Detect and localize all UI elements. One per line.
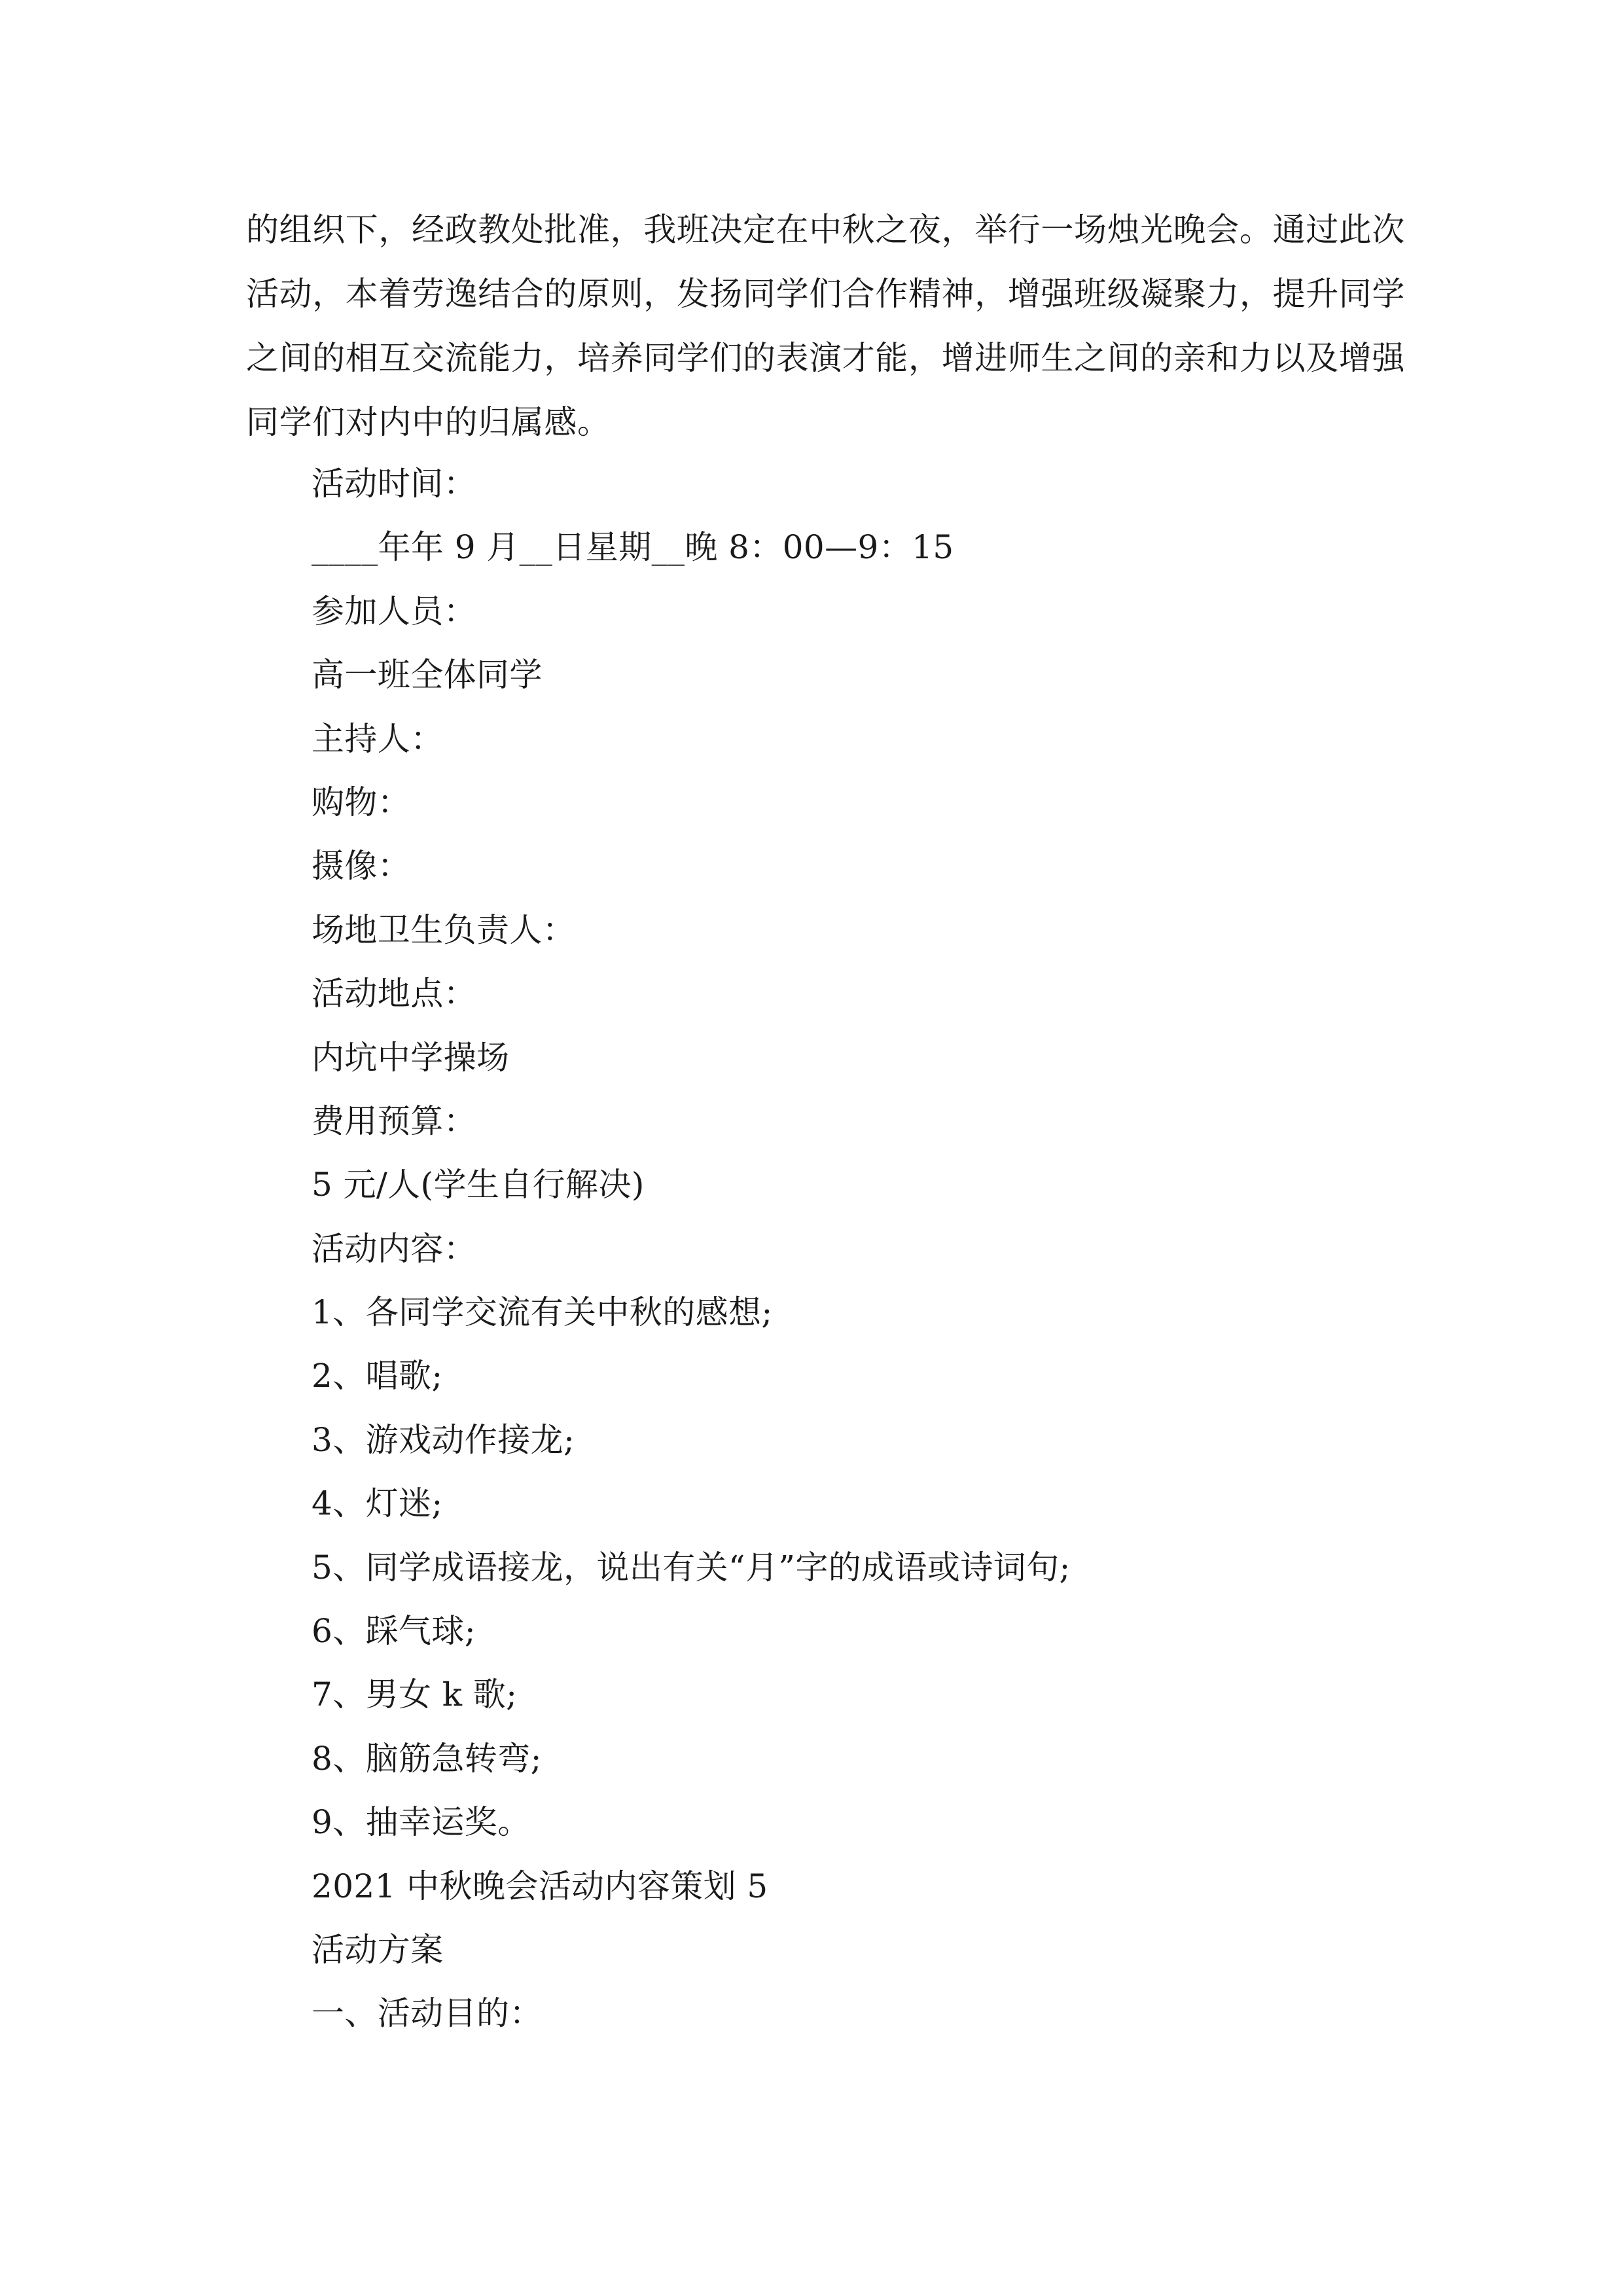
section-label-location: 活动地点：	[312, 975, 476, 1013]
section-label-time: 活动时间：	[312, 465, 476, 503]
location-value: 内坑中学操场	[312, 1038, 510, 1077]
cleaning-label: 场地卫生负责人：	[312, 910, 576, 949]
plan-heading: 活动方案	[312, 1930, 444, 1969]
content-list-item: 2、唱歌;	[312, 1357, 443, 1395]
content-list-item: 8、脑筋急转弯;	[312, 1739, 542, 1778]
time-value: ____年年 9 月__日星期__晚 8：00—9：15	[312, 528, 954, 567]
paragraph-line: 之间的相互交流能力，培养同学们的表演才能，增进师生之间的亲和力以及增强	[246, 339, 1405, 377]
section-label-budget: 费用预算：	[312, 1102, 476, 1140]
shopping-label: 购物：	[312, 783, 411, 821]
content-list-item: 3、游戏动作接龙;	[312, 1420, 575, 1459]
content-list-item: 5、同学成语接龙，说出有关“月”字的成语或诗词句;	[312, 1548, 1071, 1587]
activity-details	[312, 452, 1424, 2046]
content-list-item: 4、灯迷;	[312, 1484, 443, 1523]
photography-label: 摄像：	[312, 847, 411, 886]
content-list-item: 7、男女 k 歌;	[312, 1676, 518, 1714]
content-list-item: 6、踩气球;	[312, 1612, 476, 1651]
section-label-participants: 参加人员：	[312, 592, 476, 630]
content-list-item: 9、抽幸运奖。	[312, 1803, 531, 1842]
intro-paragraph	[246, 198, 1405, 454]
host-label: 主持人：	[312, 719, 444, 758]
paragraph-line: 同学们对内中的归属感。	[246, 403, 611, 441]
budget-value: 5 元/人(学生自行解决)	[312, 1166, 645, 1204]
section-label-content: 活动内容：	[312, 1229, 476, 1268]
participants-value: 高一班全体同学	[312, 656, 543, 694]
paragraph-line: 的组织下，经政教处批准，我班决定在中秋之夜，举行一场烛光晚会。通过此次	[246, 211, 1405, 249]
content-list-item: 1、各同学交流有关中秋的感想;	[312, 1293, 773, 1332]
paragraph-line: 活动，本着劳逸结合的原则，发扬同学们合作精神，增强班级凝聚力，提升同学	[246, 275, 1405, 313]
purpose-heading: 一、活动目的：	[312, 1994, 543, 2033]
section-heading: 2021 中秋晚会活动内容策划 5	[312, 1867, 768, 1905]
